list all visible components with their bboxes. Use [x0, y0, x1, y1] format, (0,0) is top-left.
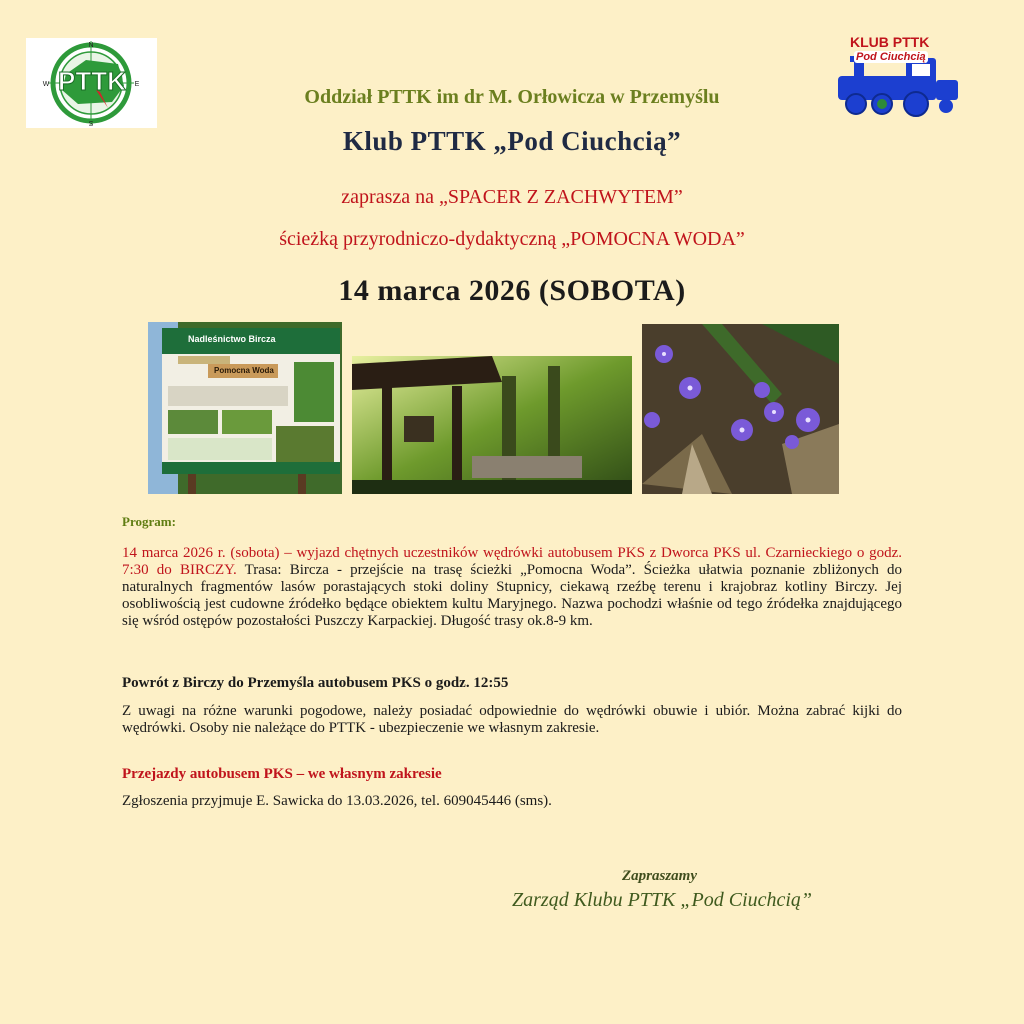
- invitation-line: zaprasza na „SPACER Z ZACHWYTEM”: [341, 186, 683, 208]
- organization-line: Oddział PTTK im dr M. Orłowicza w Przemyślu: [304, 86, 720, 108]
- photo-spring-shrine: [352, 356, 632, 494]
- svg-text:N: N: [88, 42, 94, 49]
- sign-subtitle: Pomocna Woda: [214, 366, 274, 375]
- weather-notice: Z uwagi na różne warunki pogodowe, należy posiadać odpowiednie do wędrówki obuwie i ubiór. Można zabrać kijki do wędrówki. Osoby nie należące do PTTK - ubezpieczenie we własnym zakresie.: [122, 703, 902, 736]
- program-route: Trasa: Bircza - przejście na trasę ścieżki „Pomocna Woda”. Ścieżka ułatwia poznanie zbliżonych do naturalnych fragmentów lasów porastających stoki doliny Stupnicy, ciekawą rzeźbę terenu i krajobraz kotliny Birczy. Jej osobliwością jest cudowne źródełko będące obiektem kultu Maryjnego. Nazwa pochodzi właśnie od tego źródełka znajdującego się wśród ostępów pozostałości Puszczy Karpackiej. Długość trasy ok.8-9 km.: [122, 562, 902, 629]
- program-description: [122, 545, 902, 630]
- photo-trail-sign: [148, 322, 342, 494]
- trail-line: ścieżką przyrodniczo-dydaktyczną „POMOCNA WODA”: [279, 228, 745, 250]
- program-departure: 14 marca 2026 r. (sobota) – wyjazd chętnych uczestników wędrówki autobusem PKS z Dworca PKS ul. Czarnieckiego o godz. 7:30 do BIRCZY.: [122, 545, 902, 578]
- club-logo-title: KLUB PTTK: [850, 34, 930, 50]
- pttk-logo-text: PTTK: [58, 66, 126, 96]
- program-label: Program:: [122, 514, 176, 529]
- closing-signature: Zarząd Klubu PTTK „Pod Ciuchcią”: [512, 889, 813, 911]
- svg-text:S: S: [88, 121, 94, 128]
- closing-invite: Zapraszamy: [622, 868, 697, 884]
- sign-title: Nadleśnictwo Bircza: [188, 334, 276, 344]
- bus-notice: Przejazdy autobusem PKS – we własnym zakresie: [122, 766, 442, 782]
- event-date: 14 marca 2026 (SOBOTA): [338, 274, 686, 307]
- signup-info: Zgłoszenia przyjmuje E. Sawicka do 13.03.2026, tel. 609045446 (sms).: [122, 793, 552, 809]
- svg-text:W: W: [42, 81, 50, 88]
- pttk-logo: [26, 38, 157, 128]
- photo-hepatica-flowers: [642, 324, 839, 494]
- svg-text:E: E: [134, 81, 140, 88]
- club-logo-subtitle: Pod Ciuchcią: [856, 51, 926, 63]
- club-name: Klub PTTK „Pod Ciuchcią”: [342, 126, 682, 156]
- return-info: Powrót z Birczy do Przemyśla autobusem PKS o godz. 12:55: [122, 675, 509, 691]
